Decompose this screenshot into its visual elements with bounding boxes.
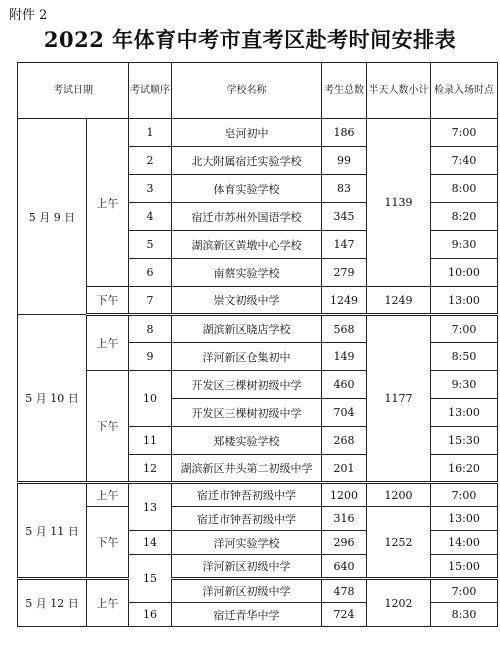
time-cell: 7:40 <box>431 147 498 175</box>
time-cell: 7:00 <box>431 119 498 147</box>
total-cell: 640 <box>322 555 367 579</box>
order-cell: 12 <box>129 455 172 483</box>
total-cell: 83 <box>322 175 367 203</box>
total-cell: 345 <box>322 203 367 231</box>
order-cell: 13 <box>129 483 172 531</box>
order-cell: 5 <box>129 231 172 259</box>
period-cell: 上午 <box>87 579 129 627</box>
school-cell: 开发区三棵树初级中学 <box>172 371 322 399</box>
time-cell: 13:00 <box>431 287 498 315</box>
total-cell: 1200 <box>322 483 367 507</box>
total-cell: 147 <box>322 231 367 259</box>
header-date: 考试日期 <box>18 63 129 119</box>
total-cell: 268 <box>322 427 367 455</box>
total-cell: 201 <box>322 455 367 483</box>
order-cell: 16 <box>129 603 172 627</box>
time-cell: 13:00 <box>431 399 498 427</box>
school-cell: 洋河新区仓集初中 <box>172 343 322 371</box>
subtotal-cell: 1139 <box>367 119 431 287</box>
header-checkin-time: 检录入场时点 <box>431 63 498 119</box>
time-cell: 15:30 <box>431 427 498 455</box>
header-halfday-subtotal: 半天人数小计 <box>367 63 431 119</box>
total-cell: 460 <box>322 371 367 399</box>
school-cell: 湖滨新区井头第二初级中学 <box>172 455 322 483</box>
time-cell: 16:20 <box>431 455 498 483</box>
schedule-table <box>17 62 498 627</box>
time-cell: 7:00 <box>431 483 498 507</box>
subtotal-cell: 1200 <box>367 483 431 507</box>
total-cell: 1249 <box>322 287 367 315</box>
time-cell: 8:00 <box>431 175 498 203</box>
order-cell: 8 <box>129 315 172 343</box>
school-cell: 洋河新区初级中学 <box>172 579 322 603</box>
school-cell: 湖滨新区黄墩中心学校 <box>172 231 322 259</box>
order-cell: 2 <box>129 147 172 175</box>
table-row <box>18 579 498 603</box>
time-cell: 9:30 <box>431 231 498 259</box>
school-cell: 宿迁青华中学 <box>172 603 322 627</box>
order-cell: 11 <box>129 427 172 455</box>
total-cell: 296 <box>322 531 367 555</box>
attachment-label: 附件 2 <box>9 8 48 23</box>
order-cell: 4 <box>129 203 172 231</box>
page-title: 2022 年体育中考市直考区赴考时间安排表 <box>43 27 457 52</box>
period-cell: 下午 <box>87 287 129 315</box>
table-row <box>18 287 498 315</box>
school-cell: 洋河新区初级中学 <box>172 555 322 579</box>
time-cell: 8:20 <box>431 203 498 231</box>
order-cell: 15 <box>129 555 172 603</box>
total-cell: 99 <box>322 147 367 175</box>
table-row <box>18 483 498 507</box>
period-cell: 上午 <box>87 119 129 287</box>
table-row <box>18 119 498 147</box>
order-cell: 7 <box>129 287 172 315</box>
period-cell: 下午 <box>87 371 129 483</box>
time-cell: 7:00 <box>431 315 498 343</box>
header-order: 考试顺序 <box>129 63 172 119</box>
total-cell: 478 <box>322 579 367 603</box>
school-cell: 北大附属宿迁实验学校 <box>172 147 322 175</box>
subtotal-cell: 1252 <box>367 507 431 579</box>
school-cell: 崇文初级中学 <box>172 287 322 315</box>
school-cell: 宿迁市钟吾初级中学 <box>172 483 322 507</box>
time-cell: 7:00 <box>431 579 498 603</box>
total-cell: 149 <box>322 343 367 371</box>
school-cell: 宿迁市苏州外国语学校 <box>172 203 322 231</box>
header-total: 考生总数 <box>322 63 367 119</box>
total-cell: 186 <box>322 119 367 147</box>
order-cell: 9 <box>129 343 172 371</box>
time-cell: 8:30 <box>431 603 498 627</box>
order-cell: 14 <box>129 531 172 555</box>
subtotal-cell: 1202 <box>367 579 431 627</box>
time-cell: 15:00 <box>431 555 498 579</box>
date-cell: 5 月 9 日 <box>18 119 87 315</box>
school-cell: 宿迁市钟吾初级中学 <box>172 507 322 531</box>
school-cell: 湖滨新区晓店学校 <box>172 315 322 343</box>
school-cell: 体育实验学校 <box>172 175 322 203</box>
order-cell: 1 <box>129 119 172 147</box>
time-cell: 14:00 <box>431 531 498 555</box>
subtotal-cell: 1249 <box>367 287 431 315</box>
period-cell: 下午 <box>87 507 129 579</box>
period-cell: 上午 <box>87 483 129 507</box>
time-cell: 10:00 <box>431 259 498 287</box>
table-header-row <box>18 63 498 119</box>
time-cell: 9:30 <box>431 371 498 399</box>
time-cell: 13:00 <box>431 507 498 531</box>
school-cell: 郑楼实验学校 <box>172 427 322 455</box>
school-cell: 开发区三棵树初级中学 <box>172 399 322 427</box>
order-cell: 3 <box>129 175 172 203</box>
time-cell: 8:50 <box>431 343 498 371</box>
school-cell: 皂河初中 <box>172 119 322 147</box>
subtotal-cell: 1177 <box>367 315 431 483</box>
total-cell: 704 <box>322 399 367 427</box>
total-cell: 279 <box>322 259 367 287</box>
school-cell: 洋河实验学校 <box>172 531 322 555</box>
date-cell: 5 月 10 日 <box>18 315 87 483</box>
period-cell: 上午 <box>87 315 129 371</box>
order-cell: 6 <box>129 259 172 287</box>
total-cell: 724 <box>322 603 367 627</box>
order-cell: 10 <box>129 371 172 427</box>
school-cell: 南蔡实验学校 <box>172 259 322 287</box>
total-cell: 568 <box>322 315 367 343</box>
date-cell: 5 月 12 日 <box>18 579 87 627</box>
total-cell: 316 <box>322 507 367 531</box>
date-cell: 5 月 11 日 <box>18 483 87 579</box>
table-row <box>18 315 498 343</box>
header-school: 学校名称 <box>172 63 322 119</box>
table-row <box>18 507 498 531</box>
